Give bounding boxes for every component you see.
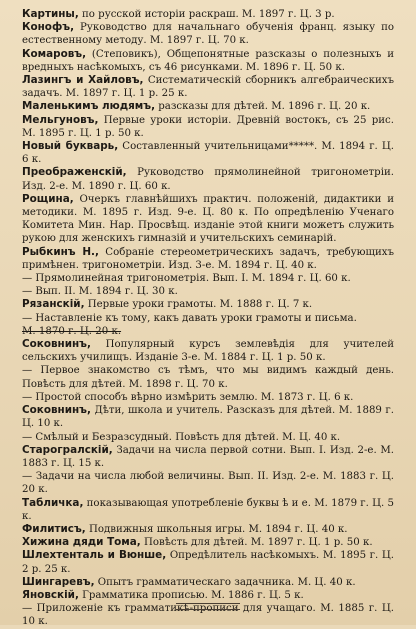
entry-author: Табличка, xyxy=(22,496,84,509)
book-entry xyxy=(22,391,394,404)
book-entry xyxy=(22,312,394,325)
book-entry xyxy=(22,272,394,285)
entry-text: Дѣти, школа и учитель. Разсказъ для дѣтей. М. 1889 г. Ц. 10 к. xyxy=(22,405,394,430)
entry-author: Старогралскій, xyxy=(22,443,113,456)
book-entry xyxy=(22,338,394,364)
book-entry xyxy=(22,470,394,496)
entry-text: Составленный учительницами*****. М. 1894 г. Ц. 6 к. xyxy=(22,141,394,166)
book-entry xyxy=(22,444,394,470)
book-entry xyxy=(22,100,394,113)
book-entry xyxy=(22,431,394,444)
book-entry xyxy=(22,166,394,192)
book-entry xyxy=(22,364,394,390)
entry-text: Подвижныя школьныя игры. М. 1894 г. Ц. 40 к. xyxy=(85,523,348,535)
book-entry xyxy=(22,497,394,523)
entry-author: Шлехтенталь и Вюнше, xyxy=(22,549,167,562)
entry-text: Первые уроки исторіи. Древній востокъ, съ 25 рис. М. 1895 г. Ц. 1 р. 50 к. xyxy=(22,114,394,139)
entry-text: Очеркъ главнѣйшихъ практич. положеній, дидактики и методики. М. 1895 г. Изд. 9-е. Ц. 80 к. По опредѣленію Ученаго Комитета Мин. Нар. Просвѣщ. изданіе этой книги можетъ служить рукою для женскихъ гимназій и учительскихъ семинарій. xyxy=(22,193,394,245)
entry-text: — Вып. II. М. 1894 г. Ц. 30 к. xyxy=(22,286,178,298)
entry-text: Грамматика прописью. М. 1886 г. Ц. 5 к. xyxy=(78,589,304,601)
book-entry xyxy=(22,246,394,272)
entry-author: Хижина дяди Тома, xyxy=(22,536,141,549)
book-list xyxy=(22,8,394,629)
entry-text: Руководство прямолинейной тригонометріи. Изд. 2-е. М. 1890 г. Ц. 60 к. xyxy=(22,167,394,192)
entry-author: Новый букварь, xyxy=(22,140,119,153)
book-entry xyxy=(22,8,394,21)
book-entry xyxy=(22,48,394,74)
entry-text: — Первое знакомство съ тѣмъ, что мы видимъ каждый день. Повѣсть для дѣтей. М. 1898 г. Ц. 70 к. xyxy=(22,365,394,390)
book-entry xyxy=(22,576,394,589)
entry-text: Первые уроки грамоты. М. 1888 г. Ц. 7 к. xyxy=(84,299,313,311)
book-entry xyxy=(22,21,394,47)
entry-author: Мельгуновъ, xyxy=(22,113,99,126)
book-entry xyxy=(22,193,394,246)
entry-author: Комаровъ, xyxy=(22,47,87,60)
entry-text: (Степовикъ), Общепонятные разсказы о полезныхъ и вредныхъ насѣкомыхъ, съ 46 рисунками. М. 1896 г. Ц. 50 к. xyxy=(22,48,394,73)
book-entry xyxy=(22,536,394,549)
entry-author: Лазингъ и Хайловъ, xyxy=(22,74,144,87)
book-entry xyxy=(22,589,394,602)
entry-text: Задачи на числа первой сотни. Вып. I. Изд. 2-е. М. 1883 г. Ц. 15 к. xyxy=(22,444,394,469)
entry-author: Маленькимъ людямъ, xyxy=(22,100,156,113)
entry-text: — Наставленіе къ тому, какъ давать уроки грамоты и письма. xyxy=(22,312,357,324)
entry-text: Руководство для начальнаго обученія франц. языку по естественному методу. М. 1897 г. Ц. 70 к. xyxy=(22,22,394,47)
entry-text: — Смѣлый и Безразсудный. Повѣсть для дѣтей. М. Ц. 40 к. xyxy=(22,431,341,443)
entry-author: Шингаревъ, xyxy=(22,575,95,588)
entry-text: — Прямолинейная тригонометрія. Вып. I. М. 1894 г. Ц. 60 к. xyxy=(22,273,351,285)
entry-author: Картины, xyxy=(22,8,79,20)
entry-text: М. 1870 г. Ц. 20 к. xyxy=(22,325,122,337)
entry-author: Рыбкинъ Н., xyxy=(22,245,99,258)
book-entry xyxy=(22,74,394,100)
entry-text: разсказы для дѣтей. М. 1896 г. Ц. 20 к. xyxy=(155,101,371,113)
entry-text: Повѣсть для дѣтей. М. 1897 г. Ц. 1 р. 50 к. xyxy=(140,537,373,549)
closing-rule xyxy=(176,603,240,610)
book-entry xyxy=(22,549,394,575)
book-entry xyxy=(22,523,394,536)
entry-text: показывающая употребленіе буквы ѣ и е. М. 1879 г. Ц. 5 к. xyxy=(22,497,394,522)
entry-author: Преображенскій, xyxy=(22,166,127,179)
entry-text: Собраніе стереометрическихъ задачъ, требующихъ примѣнен. тригонометріи. Изд. 3-е. М. 1894 г. Ц. 40 к. xyxy=(22,246,394,271)
book-entry xyxy=(22,298,394,311)
entry-author: Конофъ, xyxy=(22,21,75,34)
entry-text: Опытъ грамматическаго задачника. М. Ц. 40 к. xyxy=(94,576,356,588)
entry-text: Популярный курсъ землевѣдія для учителей сельскихъ училищъ. Изданіе 3-е. М. 1884 г. Ц. 1 р. 50 к. xyxy=(22,339,394,364)
entry-text: — Приложеніе къ грамматикѣ-прописи для учащаго. М. 1885 г. Ц. 10 к. xyxy=(22,603,394,628)
entry-text: — Задачи на числа любой величины. Вып. II. Изд. 2-е. М. 1883 г. Ц. 20 к. xyxy=(22,471,394,496)
entry-text: — Простой способъ вѣрно измѣрить землю. М. 1873 г. Ц. 6 к. xyxy=(22,391,354,403)
book-entry xyxy=(22,285,394,298)
entry-author: Соковнинъ, xyxy=(22,338,91,351)
entry-text: по русской исторіи раскраш. М. 1897 г. Ц. 3 р. xyxy=(78,9,335,20)
book-entry xyxy=(22,325,394,338)
entry-author: Соковнинъ, xyxy=(22,404,91,417)
book-entry xyxy=(22,404,394,430)
entry-text: Систематическій сборникъ алгебраическихъ задачъ. М. 1897 г. Ц. 1 р. 25 к. xyxy=(22,75,395,100)
book-entry xyxy=(22,114,394,140)
entry-text: Опредѣлитель насѣкомыхъ. М. 1895 г. Ц. 2 р. 25 к. xyxy=(22,550,394,575)
entry-author: Рязанскій, xyxy=(22,298,85,311)
entry-author: Рощина, xyxy=(22,192,74,205)
book-entry xyxy=(22,140,394,166)
entry-author: Филитисъ, xyxy=(22,522,86,535)
entry-author: Яновскій, xyxy=(22,588,79,601)
